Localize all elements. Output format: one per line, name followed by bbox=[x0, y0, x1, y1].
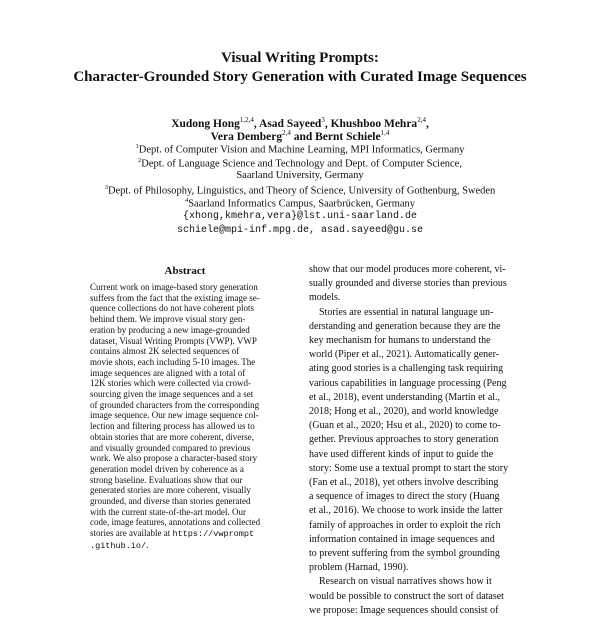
affiliation-marker: 4 bbox=[184, 197, 189, 204]
author-separator: , bbox=[253, 117, 257, 130]
body-line: 2018; Hong et al., 2020), and world knowledge bbox=[309, 406, 499, 418]
affiliation-marker: 3 bbox=[104, 184, 108, 191]
abstract-line: obtain stories that are more coherent, diverse, bbox=[90, 431, 254, 442]
abstract-line: sourcing given the image sequences and a set bbox=[90, 389, 254, 400]
abstract-line: suffers from the fact that the existing image se- bbox=[90, 292, 260, 303]
author-affil-marker: 1,2,4 bbox=[239, 116, 254, 124]
affiliation-3 bbox=[0, 184, 600, 197]
affiliation-marker: 2 bbox=[138, 157, 142, 164]
affiliation-4 bbox=[0, 197, 600, 210]
abstract-line: code, image features, annotations and collected bbox=[90, 517, 261, 528]
paper-title-line-1: Visual Writing Prompts: bbox=[221, 50, 379, 66]
abstract-line: contains almost 2K selected sequences of bbox=[90, 346, 240, 357]
abstract-line bbox=[90, 540, 280, 552]
abstract-line: of grounded characters from the corresponding bbox=[90, 399, 260, 410]
body-line: world (Piper et al., 2021). Automatically gener- bbox=[309, 349, 500, 361]
abstract-heading: Abstract bbox=[164, 265, 206, 277]
author-separator: , bbox=[425, 117, 429, 130]
author-name: Vera Demberg bbox=[210, 130, 283, 143]
abstract-line: image sequence. Our new image sequence col- bbox=[90, 410, 259, 421]
abstract-lines bbox=[90, 282, 280, 528]
paper-title-line-2: Character-Grounded Story Generation with Curated Image Sequences bbox=[73, 69, 527, 85]
author-affil-marker: 2,4 bbox=[282, 129, 291, 137]
author-name: Bernt Schiele bbox=[315, 130, 381, 143]
affiliation-text: Dept. of Language Science and Technology and Dept. of Computer Science, bbox=[141, 158, 462, 170]
body-line: story: Some use a textual prompt to start the story bbox=[309, 462, 509, 474]
abstract-line: behind them. We improve visual story gen- bbox=[90, 314, 246, 325]
abstract-line bbox=[90, 528, 280, 540]
author-name: Asad Sayeed bbox=[259, 117, 322, 130]
abstract-line: work. We also propose a character-based story bbox=[90, 453, 258, 464]
abstract-tail-text: stories are available at bbox=[90, 528, 173, 539]
abstract-line: lection and filtering process has allowed us to bbox=[90, 421, 255, 432]
project-url[interactable]: https://vwprompt bbox=[172, 529, 255, 540]
author-name: Khushboo Mehra bbox=[330, 117, 418, 130]
body-line: would be possible to construct the sort of dataset bbox=[309, 590, 504, 602]
abstract-line: generated stories are more coherent, visually bbox=[90, 485, 251, 496]
body-line: (Fan et al., 2018), yet others involve describing bbox=[309, 477, 499, 489]
abstract-line: image sequences are aligned with a total of bbox=[90, 367, 246, 378]
abstract-end: . bbox=[146, 539, 149, 550]
body-line: gether. Previous approaches to story generation bbox=[309, 434, 499, 446]
affiliation-text: Saarland Informatics Campus, Saarbrücken, Germany bbox=[188, 198, 416, 210]
abstract-line: quence collections do not have coherent plots bbox=[90, 303, 254, 314]
body-line: et al., 2018), event understanding (Martin et al., bbox=[309, 391, 501, 403]
body-line: Research on visual narratives shows how it bbox=[319, 576, 492, 588]
affiliation-1 bbox=[0, 143, 600, 156]
body-line: (Guan et al., 2020; Hsu et al., 2020) to come to- bbox=[309, 420, 501, 432]
author-line-1 bbox=[0, 116, 600, 130]
body-line: problem (Harnad, 1990). bbox=[309, 562, 409, 574]
abstract-line: grounded, and diverse than stories generated bbox=[90, 496, 251, 507]
body-line: family of approaches in order to exploit the rich bbox=[309, 519, 501, 531]
body-line: key mechanism for humans to understand the bbox=[309, 335, 491, 347]
author-name: Xudong Hong bbox=[171, 117, 240, 130]
body-text-column bbox=[309, 263, 535, 618]
abstract-line: movie shots, each including 5-10 images. The bbox=[90, 356, 256, 367]
abstract-line: with the current state-of-the-art model. Our bbox=[90, 506, 246, 517]
author-affil-marker: 2,4 bbox=[417, 116, 426, 124]
abstract-line: Current work on image-based story generation bbox=[90, 282, 258, 292]
body-line: various capabilities in language processing (Peng bbox=[309, 377, 507, 389]
email-line-1: {xhong,kmehra,vera}@lst.uni-saarland.de bbox=[182, 211, 418, 222]
body-line: ating good stories is a challenging task requiring bbox=[309, 363, 504, 375]
project-url-continued[interactable]: .github.io/ bbox=[90, 540, 147, 551]
affiliation-2-continued: Saarland University, Germany bbox=[236, 170, 364, 181]
email-line-2: schiele@mpi-inf.mpg.de, asad.sayeed@gu.se bbox=[176, 225, 424, 236]
abstract-line: dataset, Visual Writing Prompts (VWP). VWP bbox=[90, 335, 257, 346]
affiliation-2 bbox=[0, 157, 600, 170]
body-line: have used different kinds of input to guide the bbox=[309, 448, 494, 460]
abstract-line: and visually grounded compared to previous bbox=[90, 442, 251, 453]
author-separator: , bbox=[324, 117, 328, 130]
abstract-line: 12K stories which were collected via crowd- bbox=[90, 378, 251, 389]
abstract-text bbox=[90, 282, 280, 552]
author-affil-marker: 3 bbox=[321, 116, 325, 124]
body-line: a sequence of images to direct the story (Huang bbox=[309, 491, 500, 503]
body-line: Stories are essential in natural language un- bbox=[319, 306, 494, 318]
abstract-line: eration by producing a new image-grounded bbox=[90, 324, 250, 335]
affiliation-text: Dept. of Computer Vision and Machine Learning, MPI Informatics, Germany bbox=[138, 144, 465, 156]
body-line: show that our model produces more coherent, vi- bbox=[309, 264, 506, 275]
abstract-line: generation model driven by coherence as a bbox=[90, 463, 244, 474]
affiliation-text: Dept. of Philosophy, Linguistics, and Theory of Science, University of Gothenburg, Sweden bbox=[107, 185, 496, 197]
body-line: models. bbox=[309, 292, 341, 304]
body-line: we propose: Image sequences should consist of bbox=[309, 604, 499, 616]
body-line: derstanding and generation because they are the bbox=[309, 320, 501, 332]
body-line: sually grounded and diverse stories than previous bbox=[309, 278, 507, 290]
affiliation-marker: 1 bbox=[135, 143, 139, 150]
author-affil-marker: 1,4 bbox=[380, 129, 390, 137]
body-line: et al., 2016). We choose to work inside the latter bbox=[309, 505, 503, 517]
body-line: to prevent suffering from the symbol grounding bbox=[309, 548, 500, 560]
author-line-2 bbox=[0, 129, 600, 143]
body-line: information contained in image sequences and bbox=[309, 533, 495, 545]
author-conjunction: and bbox=[293, 130, 313, 143]
abstract-line: strong baseline. Evaluations show that our bbox=[90, 474, 243, 485]
